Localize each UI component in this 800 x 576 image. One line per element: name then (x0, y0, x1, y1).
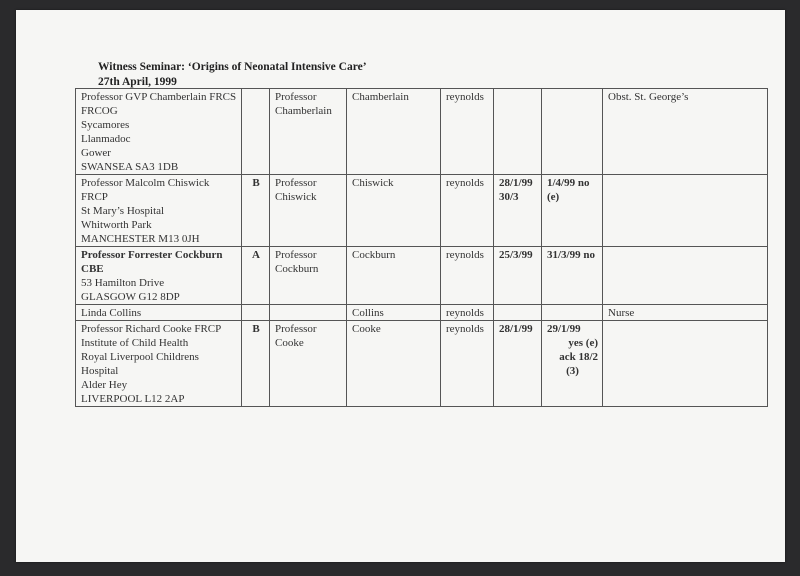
table-row (76, 247, 768, 305)
contact-cell: reynolds (441, 175, 494, 247)
seminar-date: 27th April, 1999 (98, 76, 177, 88)
date1-cell: 28/1/99 30/3 (494, 175, 542, 247)
date2-cell: 29/1/99 yes (e) ack 18/2 (3) (542, 321, 603, 407)
table-row (76, 175, 768, 247)
salutation-cell: Professor Cockburn (270, 247, 347, 305)
address-cell: Professor Malcolm Chiswick FRCP St Mary’s Hospital Whitworth Park MANCHESTER M13 0JH (76, 175, 242, 247)
code-cell: B (242, 321, 270, 407)
address-cell: Professor Forrester Cockburn CBE 53 Hamilton Drive GLASGOW G12 8DP (76, 247, 242, 305)
date1-cell (494, 305, 542, 321)
surname-cell: Chamberlain (347, 89, 441, 175)
code-cell (242, 89, 270, 175)
address-cell: Linda Collins (76, 305, 242, 321)
witness-table (75, 88, 768, 407)
salutation-cell (270, 305, 347, 321)
date2-cell (542, 305, 603, 321)
salutation-cell: Professor Cooke (270, 321, 347, 407)
note-cell (603, 321, 768, 407)
contact-cell: reynolds (441, 89, 494, 175)
document-heading (98, 60, 367, 90)
note-cell (603, 247, 768, 305)
salutation-cell: Professor Chiswick (270, 175, 347, 247)
surname-cell: Cockburn (347, 247, 441, 305)
date1-cell (494, 89, 542, 175)
note-cell (603, 175, 768, 247)
surname-cell: Collins (347, 305, 441, 321)
address-cell: Professor GVP Chamberlain FRCS FRCOG Sycamores Llanmadoc Gower SWANSEA SA3 1DB (76, 89, 242, 175)
table-row (76, 89, 768, 175)
date2-cell: 31/3/99 no (542, 247, 603, 305)
seminar-title: Witness Seminar: ‘Origins of Neonatal Intensive Care’ (98, 61, 367, 73)
code-cell: B (242, 175, 270, 247)
salutation-cell: Professor Chamberlain (270, 89, 347, 175)
contact-cell: reynolds (441, 247, 494, 305)
table-row (76, 321, 768, 407)
note-cell: Nurse (603, 305, 768, 321)
address-cell: Professor Richard Cooke FRCP Institute of Child Health Royal Liverpool Childrens Hospital Alder Hey LIVERPOOL L12 2AP (76, 321, 242, 407)
date2-cell (542, 89, 603, 175)
code-cell (242, 305, 270, 321)
date1-cell: 28/1/99 (494, 321, 542, 407)
surname-cell: Cooke (347, 321, 441, 407)
note-cell: Obst. St. George’s (603, 89, 768, 175)
contact-cell: reynolds (441, 305, 494, 321)
code-cell: A (242, 247, 270, 305)
surname-cell: Chiswick (347, 175, 441, 247)
date2-cell: 1/4/99 no (e) (542, 175, 603, 247)
date1-cell: 25/3/99 (494, 247, 542, 305)
table-row (76, 305, 768, 321)
contact-cell: reynolds (441, 321, 494, 407)
